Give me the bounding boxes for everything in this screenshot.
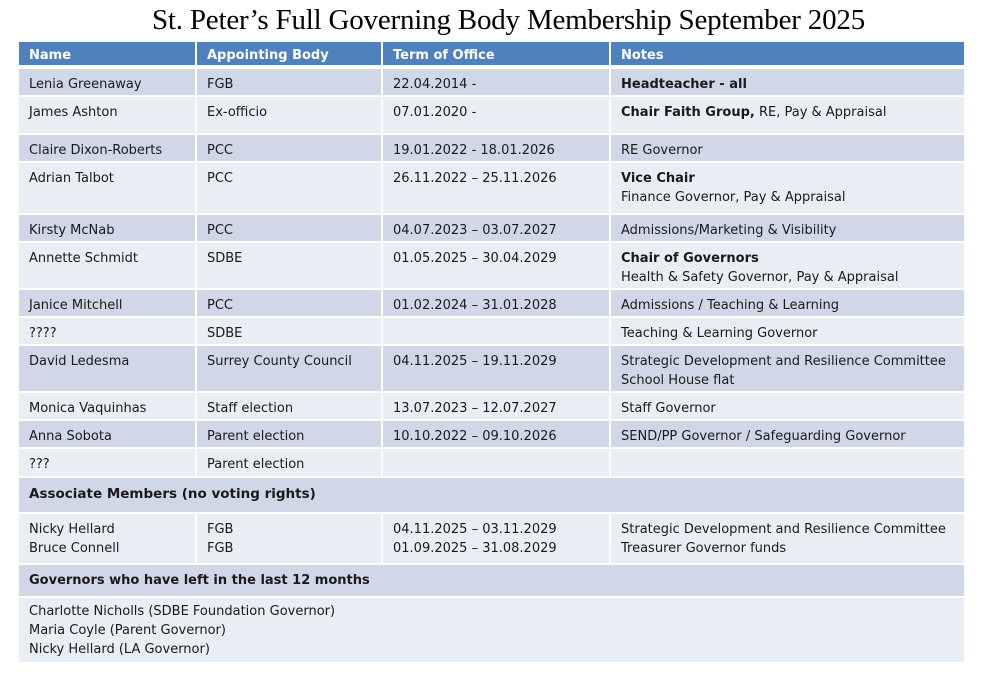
table-row	[19, 135, 964, 163]
table-row	[19, 215, 964, 243]
associate-names	[19, 514, 197, 563]
left-governors-row	[19, 598, 964, 662]
notes-text: Finance Governor, Pay & Appraisal	[621, 190, 846, 205]
associate-name: Bruce Connell	[29, 541, 120, 556]
associate-name: Nicky Hellard	[29, 522, 115, 537]
member-term: 04.07.2023 – 03.07.2027	[383, 215, 611, 241]
notes-bold: Chair Faith Group,	[621, 105, 755, 120]
table-header-row	[19, 42, 964, 69]
member-notes: SEND/PP Governor / Safeguarding Governor	[621, 429, 906, 444]
membership-table	[19, 42, 964, 662]
table-row	[19, 290, 964, 318]
member-name: Monica Vaquinhas	[19, 393, 197, 419]
associate-notes	[611, 514, 964, 563]
member-notes	[611, 69, 964, 95]
member-notes	[611, 346, 964, 391]
table-row	[19, 421, 964, 449]
member-name: Janice Mitchell	[19, 290, 197, 316]
member-term: 01.02.2024 – 31.01.2028	[383, 290, 611, 316]
associate-bodies	[197, 514, 383, 563]
member-term: 04.11.2025 – 19.11.2029	[383, 346, 611, 391]
member-name: Anna Sobota	[19, 421, 197, 447]
member-notes	[611, 163, 964, 213]
member-appointing-body: SDBE	[197, 243, 383, 288]
member-notes: Admissions / Teaching & Learning	[621, 298, 839, 313]
member-term: 13.07.2023 – 12.07.2027	[383, 393, 611, 419]
table-row	[19, 97, 964, 135]
member-name: ???	[19, 449, 197, 476]
associate-members-heading-row	[19, 478, 964, 514]
member-appointing-body: PCC	[197, 290, 383, 316]
left-governors-heading: Governors who have left in the last 12 months	[29, 573, 370, 588]
notes-bold: Vice Chair	[621, 171, 695, 186]
member-term: 19.01.2022 - 18.01.2026	[383, 135, 611, 161]
member-name: Lenia Greenaway	[19, 69, 197, 95]
associate-body: FGB	[207, 522, 234, 537]
member-notes	[611, 97, 964, 133]
associate-body: FGB	[207, 541, 234, 556]
member-name: ????	[19, 318, 197, 344]
member-notes: Admissions/Marketing & Visibility	[621, 223, 837, 238]
table-row	[19, 449, 964, 478]
column-header-term: Term of Office	[383, 42, 611, 65]
member-appointing-body: Parent election	[197, 449, 383, 476]
associate-term: 04.11.2025 – 03.11.2029	[393, 522, 557, 537]
column-header-notes: Notes	[621, 48, 664, 63]
member-notes: Staff Governor	[621, 401, 716, 416]
notes-text: Strategic Development and Resilience Committee	[621, 354, 946, 369]
left-governors-list	[19, 598, 964, 662]
page-title: St. Peter’s Full Governing Body Membership September 2025	[151, 4, 865, 36]
member-appointing-body: Parent election	[197, 421, 383, 447]
table-row	[19, 393, 964, 421]
notes-text-2: School House flat	[621, 373, 735, 388]
table-row	[19, 318, 964, 346]
table-row	[19, 163, 964, 215]
associate-note: Strategic Development and Resilience Committee	[621, 522, 946, 537]
member-name: David Ledesma	[19, 346, 197, 391]
table-row	[19, 243, 964, 290]
member-appointing-body: PCC	[197, 163, 383, 213]
left-governors-heading-row	[19, 565, 964, 598]
member-appointing-body: Staff election	[197, 393, 383, 419]
member-name: James Ashton	[19, 97, 197, 133]
member-term: 22.04.2014 -	[383, 69, 611, 95]
associate-terms	[383, 514, 611, 563]
notes-text: RE, Pay & Appraisal	[754, 105, 887, 120]
member-appointing-body: FGB	[197, 69, 383, 95]
associate-note: Treasurer Governor funds	[621, 541, 787, 556]
member-appointing-body: PCC	[197, 135, 383, 161]
associate-members-heading: Associate Members (no voting rights)	[29, 486, 316, 502]
member-term: 26.11.2022 – 25.11.2026	[383, 163, 611, 213]
column-header-appointing-body: Appointing Body	[197, 42, 383, 65]
table-row	[19, 69, 964, 97]
member-name: Adrian Talbot	[19, 163, 197, 213]
member-notes: Teaching & Learning Governor	[621, 326, 818, 341]
member-name: Kirsty McNab	[19, 215, 197, 241]
member-appointing-body: PCC	[197, 215, 383, 241]
member-term	[383, 449, 611, 476]
member-notes	[611, 243, 964, 288]
member-appointing-body: SDBE	[197, 318, 383, 344]
member-term	[383, 318, 611, 344]
member-name: Annette Schmidt	[19, 243, 197, 288]
member-notes	[611, 449, 964, 476]
member-term: 01.05.2025 – 30.04.2029	[383, 243, 611, 288]
table-row	[19, 346, 964, 393]
associate-term: 01.09.2025 – 31.08.2029	[393, 541, 557, 556]
left-governor-item: Maria Coyle (Parent Governor)	[29, 623, 226, 638]
notes-text: Health & Safety Governor, Pay & Appraisal	[621, 270, 899, 285]
member-appointing-body: Surrey County Council	[197, 346, 383, 391]
member-appointing-body: Ex-officio	[197, 97, 383, 133]
notes-bold: Headteacher - all	[621, 77, 747, 92]
table-row	[19, 514, 964, 565]
left-governor-item: Charlotte Nicholls (SDBE Foundation Governor)	[29, 604, 336, 619]
member-term: 07.01.2020 -	[383, 97, 611, 133]
member-term: 10.10.2022 – 09.10.2026	[383, 421, 611, 447]
member-name: Claire Dixon-Roberts	[19, 135, 197, 161]
column-header-name: Name	[19, 42, 197, 65]
member-notes: RE Governor	[621, 143, 703, 158]
notes-bold: Chair of Governors	[621, 251, 759, 266]
left-governor-item: Nicky Hellard (LA Governor)	[29, 642, 210, 657]
